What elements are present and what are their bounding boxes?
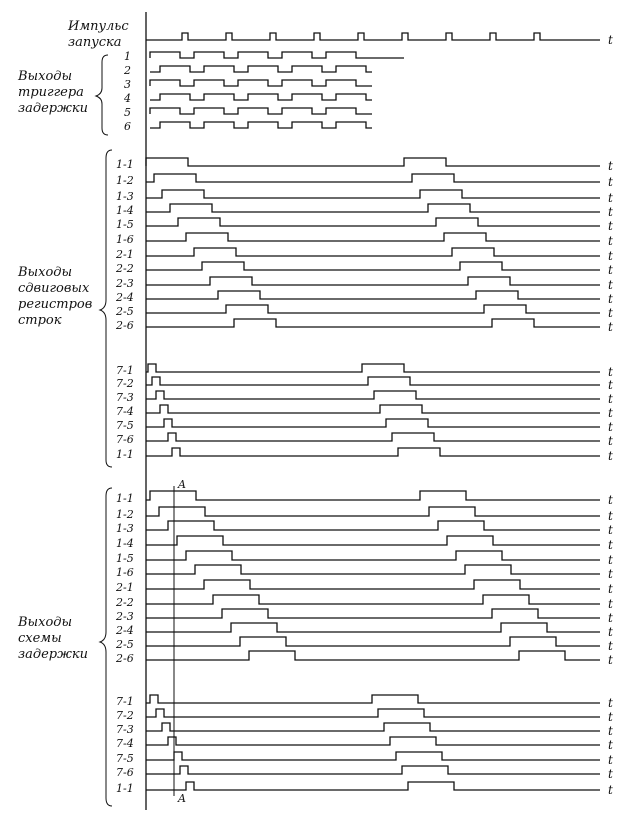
trigger-output-label-6: 6 [124, 120, 131, 133]
delay-a-label-9: 2-3 [116, 610, 134, 623]
delay-a-wave-10 [146, 623, 600, 632]
delay-a-wave-12 [146, 651, 600, 660]
shift-a-wave-3 [146, 190, 600, 198]
start-pulse-t: t [608, 33, 613, 47]
shift-b-wave-6 [146, 433, 600, 441]
shift-a-label-6: 1-6 [116, 233, 134, 246]
shift-a-wave-5 [146, 218, 600, 226]
delay-a-wave-11 [146, 637, 600, 646]
shift-a-label-3: 1-3 [116, 190, 134, 203]
delay-b-wave-5 [146, 752, 600, 760]
shift-b-t-7: t [608, 449, 613, 463]
shift-b-wave-4 [146, 405, 600, 413]
shift-a-label-1: 1-1 [116, 158, 134, 171]
delay-a-label-8: 2-2 [116, 596, 134, 609]
delay-a-t-12: t [608, 653, 613, 667]
delay-a-t-11: t [608, 639, 613, 653]
delay-a-wave-9 [146, 609, 600, 618]
delay-a-label-10: 2-4 [116, 624, 134, 637]
shift-a-label-7: 2-1 [116, 248, 134, 261]
shift-group-title-3: регистров [18, 297, 93, 312]
delay-a-t-4: t [608, 538, 613, 552]
shift-brace [100, 150, 112, 467]
shift-b-label-4: 7-4 [116, 405, 134, 418]
shift-b-label-7: 1-1 [116, 448, 134, 461]
shift-a-wave-12 [146, 319, 600, 327]
delay-b-t-5: t [608, 753, 613, 767]
delay-b-label-1: 7-1 [116, 695, 134, 708]
marker-a-label-top: A [178, 478, 186, 491]
delay-a-label-7: 2-1 [116, 581, 134, 594]
delay-b-label-6: 7-6 [116, 766, 134, 779]
delay-a-wave-7 [146, 580, 600, 589]
delay-b-t-1: t [608, 696, 613, 710]
trigger-output-label-3: 3 [124, 78, 131, 91]
shift-a-t-5: t [608, 219, 613, 233]
delay-a-t-8: t [608, 597, 613, 611]
delay-a-wave-4 [146, 536, 600, 545]
shift-a-t-12: t [608, 320, 613, 334]
shift-a-wave-8 [146, 262, 600, 270]
shift-b-t-3: t [608, 392, 613, 406]
shift-a-label-2: 1-2 [116, 174, 134, 187]
shift-a-label-11: 2-5 [116, 305, 134, 318]
delay-a-label-4: 1-4 [116, 537, 134, 550]
shift-a-wave-2 [146, 174, 600, 182]
trigger-output-3-wave [150, 80, 372, 86]
trigger-output-label-2: 2 [124, 64, 131, 77]
delay-a-t-7: t [608, 582, 613, 596]
delay-a-t-1: t [608, 493, 613, 507]
shift-a-t-1: t [608, 159, 613, 173]
shift-a-label-5: 1-5 [116, 218, 134, 231]
shift-b-t-5: t [608, 420, 613, 434]
shift-group-title-1: Выходы [18, 265, 73, 280]
delay-a-wave-1 [146, 491, 600, 500]
delay-b-wave-2 [146, 709, 600, 717]
shift-a-wave-4 [146, 204, 600, 212]
shift-a-t-8: t [608, 263, 613, 277]
shift-a-label-12: 2-6 [116, 319, 134, 332]
shift-b-wave-2 [146, 377, 600, 385]
trigger-output-label-4: 4 [124, 92, 131, 105]
shift-b-t-1: t [608, 365, 613, 379]
delay-b-label-3: 7-3 [116, 723, 134, 736]
delay-a-t-2: t [608, 509, 613, 523]
trigger-output-label-5: 5 [124, 106, 131, 119]
delay-brace [100, 488, 112, 806]
shift-a-label-4: 1-4 [116, 204, 134, 217]
start-pulse-label-1: Импульс [68, 19, 129, 34]
shift-b-label-1: 7-1 [116, 364, 134, 377]
delay-group-title-3: задержки [18, 647, 89, 662]
shift-group-title-2: сдвиговых [18, 281, 90, 296]
shift-a-t-9: t [608, 278, 613, 292]
trigger-output-1-wave [150, 52, 404, 58]
shift-a-t-2: t [608, 175, 613, 189]
trigger-brace [96, 55, 108, 135]
trigger-output-label-1: 1 [124, 50, 131, 63]
delay-a-label-11: 2-5 [116, 638, 134, 651]
trigger-group-title-2: триггера [18, 85, 84, 100]
delay-a-label-3: 1-3 [116, 522, 134, 535]
delay-a-wave-3 [146, 521, 600, 530]
delay-a-wave-6 [146, 565, 600, 574]
trigger-output-6-wave [150, 122, 372, 128]
shift-group-title-4: строк [18, 313, 62, 328]
trigger-output-5-wave [150, 108, 372, 114]
delay-a-t-9: t [608, 611, 613, 625]
shift-a-wave-6 [146, 233, 600, 241]
shift-b-t-4: t [608, 406, 613, 420]
shift-a-t-7: t [608, 249, 613, 263]
shift-a-t-10: t [608, 292, 613, 306]
delay-b-t-7: t [608, 783, 613, 797]
shift-b-label-5: 7-5 [116, 419, 134, 432]
shift-b-t-2: t [608, 378, 613, 392]
delay-group-title-2: схемы [18, 631, 62, 646]
shift-b-label-6: 7-6 [116, 433, 134, 446]
delay-a-wave-8 [146, 595, 600, 604]
shift-a-label-10: 2-4 [116, 291, 134, 304]
shift-b-label-2: 7-2 [116, 377, 134, 390]
shift-a-t-4: t [608, 205, 613, 219]
shift-a-wave-11 [146, 305, 600, 313]
shift-a-wave-1 [146, 158, 600, 166]
delay-b-label-2: 7-2 [116, 709, 134, 722]
delay-a-t-10: t [608, 625, 613, 639]
start-pulse-label-2: запуска [68, 35, 122, 50]
shift-a-label-8: 2-2 [116, 262, 134, 275]
delay-a-label-1: 1-1 [116, 492, 134, 505]
delay-b-wave-1 [146, 695, 600, 703]
delay-a-t-6: t [608, 567, 613, 581]
shift-a-wave-7 [146, 248, 600, 256]
shift-a-t-6: t [608, 234, 613, 248]
shift-a-t-11: t [608, 306, 613, 320]
delay-b-t-3: t [608, 724, 613, 738]
delay-b-label-4: 7-4 [116, 737, 134, 750]
shift-a-t-3: t [608, 191, 613, 205]
delay-b-wave-4 [146, 737, 600, 745]
start-pulse-wave [146, 33, 600, 40]
trigger-output-2-wave [150, 66, 372, 72]
shift-b-wave-3 [146, 391, 600, 399]
shift-b-t-6: t [608, 434, 613, 448]
delay-a-label-5: 1-5 [116, 552, 134, 565]
shift-a-label-9: 2-3 [116, 277, 134, 290]
delay-a-t-3: t [608, 523, 613, 537]
delay-b-t-2: t [608, 710, 613, 724]
shift-b-wave-5 [146, 419, 600, 427]
delay-b-wave-7 [146, 782, 600, 790]
delay-b-t-6: t [608, 767, 613, 781]
trigger-output-4-wave [150, 94, 372, 100]
delay-b-t-4: t [608, 738, 613, 752]
delay-a-label-2: 1-2 [116, 508, 134, 521]
delay-group-title-1: Выходы [18, 615, 73, 630]
delay-b-label-5: 7-5 [116, 752, 134, 765]
shift-a-wave-10 [146, 291, 600, 299]
shift-a-wave-9 [146, 277, 600, 285]
trigger-group-title-1: Выходы [18, 69, 73, 84]
shift-b-label-3: 7-3 [116, 391, 134, 404]
delay-b-wave-6 [146, 766, 600, 774]
delay-a-label-6: 1-6 [116, 566, 134, 579]
delay-b-label-7: 1-1 [116, 782, 134, 795]
delay-a-t-5: t [608, 553, 613, 567]
trigger-group-title-3: задержки [18, 101, 89, 116]
marker-a-label-bottom: A [178, 792, 186, 805]
delay-a-wave-2 [146, 507, 600, 516]
shift-b-wave-1 [146, 364, 600, 372]
delay-b-wave-3 [146, 723, 600, 731]
shift-b-wave-7 [146, 448, 600, 456]
delay-a-wave-5 [146, 551, 600, 560]
delay-a-label-12: 2-6 [116, 652, 134, 665]
